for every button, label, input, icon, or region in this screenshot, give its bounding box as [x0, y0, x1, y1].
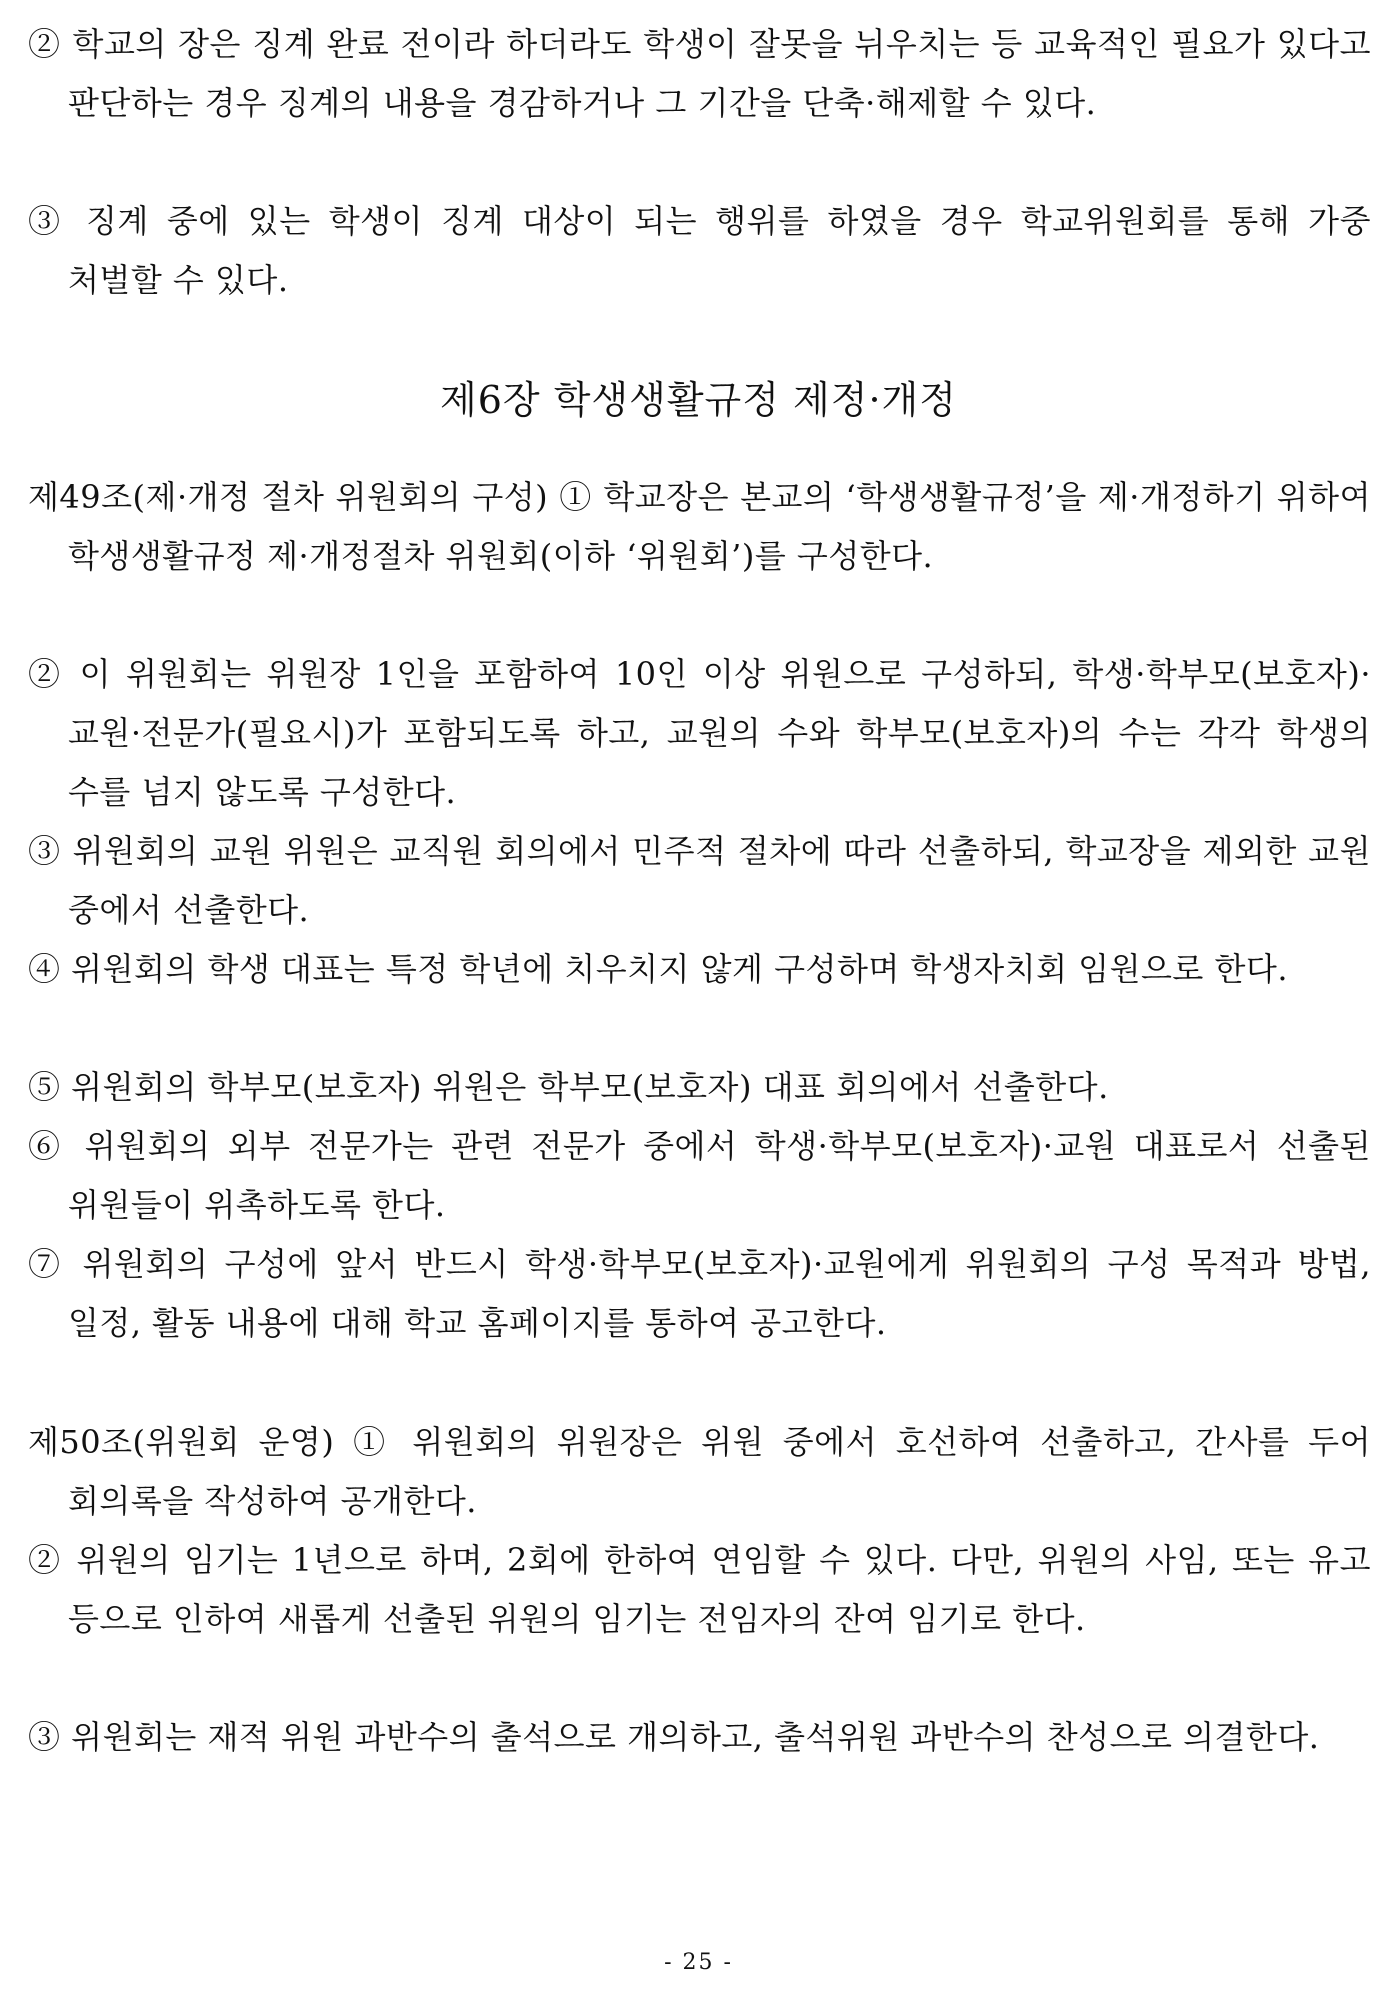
article-49-item-6: ⑥ 위원회의 외부 전문가는 관련 전문가 중에서 학생·학부모(보호자)·교원 대표로서 선출된 위원들이 위촉하도록 한다. [28, 1127, 1371, 1224]
article-49-item-7: ⑦ 위원회의 구성에 앞서 반드시 학생·학부모(보호자)·교원에게 위원회의 구성 목적과 방법, 일정, 활동 내용에 대해 학교 홈페이지를 통하여 공고한다. [28, 1245, 1371, 1342]
article-49-item-4: ④ 위원회의 학생 대표는 특정 학년에 치우치지 않게 구성하며 학생자치회 임원으로 한다. [28, 950, 1288, 988]
article-49-item-3: ③ 위원회의 교원 위원은 교직원 회의에서 민주적 절차에 따라 선출하되, 학교장을 제외한 교원 중에서 선출한다. [28, 832, 1371, 929]
article-49-item-2: ② 이 위원회는 위원장 1인을 포함하여 10인 이상 위원으로 구성하되, 학생·학부모(보호자)·교원·전문가(필요시)가 포함되도록 하고, 교원의 수와 학부모(보호자)의 수는 각각 학생의 수를 넘지 않도록 구성한다. [28, 655, 1371, 811]
article-49-heading: 제49조(제·개정 절차 위원회의 구성) ① 학교장은 본교의 ‘학생생활규정’을 제·개정하기 위하여 학생생활규정 제·개정절차 위원회(이하 ‘위원회’)를 구성한다. [28, 478, 1371, 575]
chapter-title: 제6장 학생생활규정 제정·개정 [440, 378, 957, 422]
article-50-heading: 제50조(위원회 운영) ① 위원회의 위원장은 위원 중에서 호선하여 선출하고, 간사를 두어 회의록을 작성하여 공개한다. [28, 1423, 1371, 1520]
top-item-3: ③ 징계 중에 있는 학생이 징계 대상이 되는 행위를 하였을 경우 학교위원회를 통해 가중 처벌할 수 있다. [28, 202, 1371, 299]
article-50-item-2: ② 위원의 임기는 1년으로 하며, 2회에 한하여 연임할 수 있다. 다만, 위원의 사임, 또는 유고 등으로 인하여 새롭게 선출된 위원의 임기는 전임자의 잔여 임기로 한다. [28, 1541, 1371, 1638]
article-49-item-5: ⑤ 위원회의 학부모(보호자) 위원은 학부모(보호자) 대표 회의에서 선출한다. [28, 1068, 1109, 1106]
article-50-item-3: ③ 위원회는 재적 위원 과반수의 출석으로 개의하고, 출석위원 과반수의 찬성으로 의결한다. [28, 1718, 1320, 1756]
page-number: - 25 - [664, 1950, 733, 1975]
top-item-2: ② 학교의 장은 징계 완료 전이라 하더라도 학생이 잘못을 뉘우치는 등 교육적인 필요가 있다고 판단하는 경우 징계의 내용을 경감하거나 그 기간을 단축·해제할 수 있다. [28, 25, 1371, 122]
